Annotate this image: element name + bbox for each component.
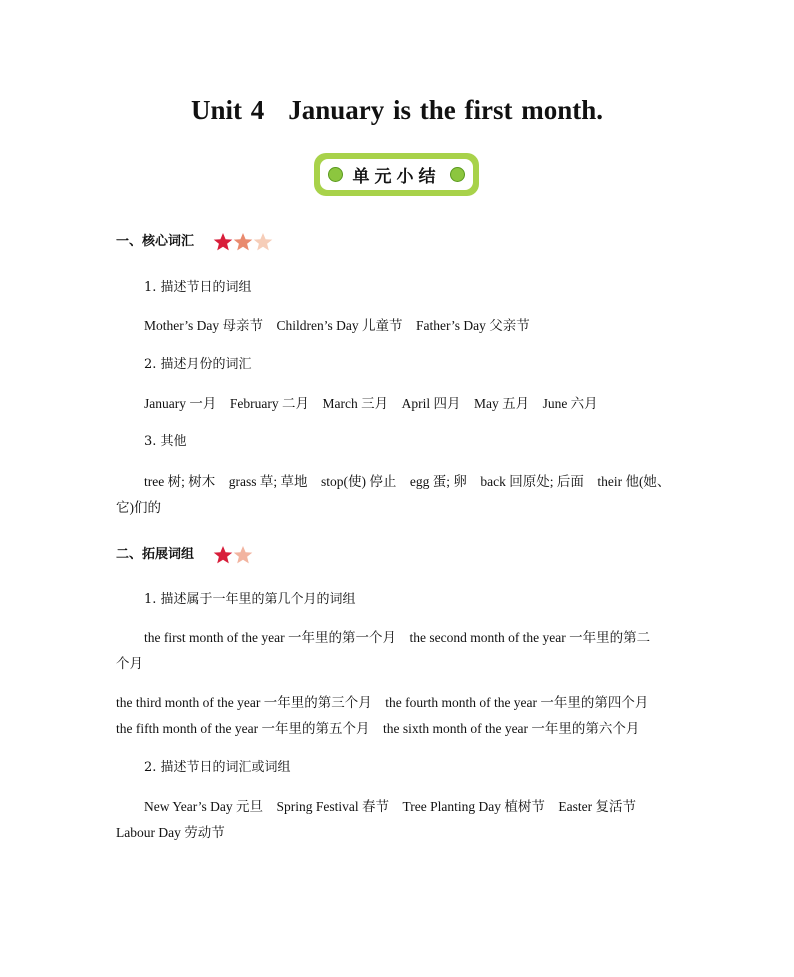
vocab-line: the third month of the year 一年里的第三个月 the fourth month of the year 一年里的第四个月 — [116, 695, 649, 710]
vocab-line: 它)们的 — [116, 500, 161, 515]
section-extended-vocab-heading — [116, 543, 253, 565]
star-half-icon — [233, 546, 252, 563]
vocab-line: the fifth month of the year 一年里的第五个月 the sixth month of the year 一年里的第六个月 — [116, 721, 640, 736]
title-unit: Unit 4 — [190, 95, 265, 125]
section-core-vocab-heading — [116, 230, 273, 252]
section-extended-vocab-title: 二、拓展词组 — [116, 547, 195, 562]
title-sentence: January is the first month. — [288, 95, 604, 125]
vocab-line: New Year’s Day 元旦 Spring Festival 春节 Tree Planting Day 植树节 Easter 复活节 — [144, 799, 636, 814]
section-core-vocab-title: 一、核心词汇 — [116, 234, 195, 249]
group-heading: 2. 描述月份的词汇 — [144, 357, 252, 372]
group-heading: 3. 其他 — [144, 434, 187, 449]
star-icon — [213, 233, 232, 250]
badge-label: 单元小结 — [352, 167, 441, 187]
rating-stars — [213, 545, 253, 565]
vocab-line: January 一月 February 二月 March 三月 April 四月 May 五月 June 六月 — [144, 396, 598, 411]
group-heading: 1. 描述属于一年里的第几个月的词组 — [144, 592, 356, 607]
rating-stars — [213, 232, 273, 252]
star-icon — [213, 546, 232, 563]
star-half-icon — [253, 233, 272, 250]
vocab-line: the first month of the year 一年里的第一个月 the second month of the year 一年里的第二 — [144, 630, 651, 645]
vocab-line: 个月 — [116, 656, 143, 671]
group-heading: 1. 描述节日的词组 — [144, 280, 252, 295]
unit-summary-badge — [314, 153, 479, 196]
page-title — [0, 95, 794, 126]
group-heading: 2. 描述节日的词汇或词组 — [144, 760, 291, 775]
vocab-line: Mother’s Day 母亲节 Children’s Day 儿童节 Father’s Day 父亲节 — [144, 318, 530, 333]
vocab-line: Labour Day 劳动节 — [116, 825, 225, 840]
vocab-line: tree 树; 树木 grass 草; 草地 stop(使) 停止 egg 蛋; 卵 back 回原处; 后面 their 他(她、 — [144, 474, 671, 489]
star-icon — [233, 233, 252, 250]
